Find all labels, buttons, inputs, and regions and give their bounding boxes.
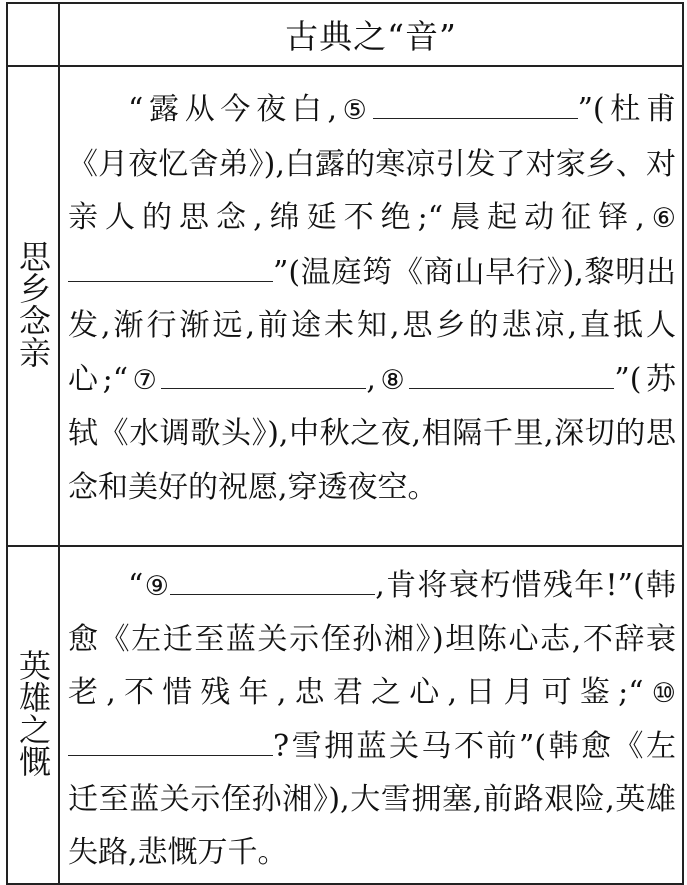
paragraph-text: “露从今夜白,	[128, 92, 337, 127]
paragraph-text: ”(苏轼《水调歌头》),中秋之夜,相隔千里,深切的思念和美好的祝愿,穿透夜空。	[68, 361, 676, 505]
section-label-cell	[7, 546, 59, 884]
blank-number: ⑨	[143, 571, 171, 602]
section-content-cell	[59, 66, 683, 546]
blank-number: ⑦	[128, 364, 162, 396]
fill-in-blank[interactable]	[68, 727, 273, 756]
section-label-cell	[7, 66, 59, 546]
section-row-heroic	[7, 546, 683, 884]
blank-number: ⑧	[375, 364, 410, 396]
paragraph-text: ?雪拥蓝关马不前”(韩愈《左迁至蓝关示侄孙湘》),大雪拥塞,前路艰险,英雄失路,悲慨万千。	[68, 729, 676, 870]
section-label: 思乡念亲	[14, 240, 52, 368]
section-content-cell	[59, 546, 683, 884]
paragraph-text: ,	[366, 361, 376, 397]
section-paragraph	[68, 83, 676, 514]
fill-in-blank[interactable]	[161, 360, 366, 389]
header-empty-cell	[7, 3, 59, 66]
section-paragraph	[68, 559, 676, 879]
paragraph-text: “	[128, 568, 144, 603]
blank-number: ⑤	[337, 95, 373, 126]
table-title: 古典之“音”	[59, 3, 683, 66]
section-label: 英雄之慨	[14, 649, 52, 777]
table-header-row	[7, 3, 683, 66]
fill-in-blank[interactable]	[373, 90, 578, 119]
poem-table	[6, 2, 684, 885]
fill-in-blank[interactable]	[170, 566, 375, 595]
section-row-homesick	[7, 66, 683, 546]
paragraph-text: ,肯将衰朽惜残年!”(韩愈《左迁至蓝关示侄孙湘》)坦陈心志,不辞衰老,不惜残年,忠君之心,日月可鉴;“	[68, 568, 676, 710]
fill-in-blank[interactable]	[68, 253, 273, 282]
paragraph-text: ”(温庭筠《商山早行》),黎明出发,渐行渐远,前途未知,思乡的悲凉,直抵人心;“	[68, 254, 676, 397]
blank-number: ⑥	[644, 203, 676, 234]
fill-in-blank[interactable]	[409, 360, 614, 389]
paragraph-text: ”(杜甫《月夜忆舍弟》),白露的寒凉引发了对家乡、对亲人的思念,绵延不绝;“晨起动征铎,	[68, 92, 676, 235]
blank-number: ⑩	[643, 678, 676, 709]
